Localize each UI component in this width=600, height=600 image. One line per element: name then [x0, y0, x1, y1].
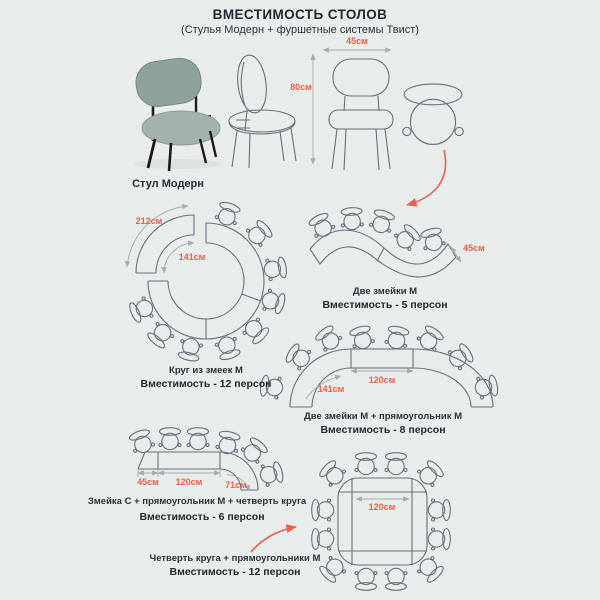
square-layout-drawing [312, 453, 451, 591]
snakes-rect-dim: 120см [368, 375, 396, 385]
chair-top-view [403, 84, 464, 145]
square-dim: 120см [368, 502, 396, 512]
snake-quarter-name: Змейка С + прямоугольник М + четверть круга [87, 496, 307, 507]
snake-quarter-dim3: 71см [225, 480, 247, 490]
chair-top-icons [307, 207, 446, 253]
chair-photo-image [133, 56, 222, 171]
chair-top-icons [312, 453, 451, 591]
curved-arrow-icon [251, 527, 296, 552]
circle-name: Круг из змеек М [169, 365, 243, 376]
snakes-rect-drawing [259, 323, 499, 407]
snakes-rect-arc-dim: 141см [317, 384, 345, 394]
page-title: ВМЕСТИМОСТЬ СТОЛОВ [212, 7, 388, 22]
square-capacity: Вместимость - 12 персон [169, 566, 301, 578]
snakes-rect-capacity: Вместимость - 8 персон [320, 424, 446, 436]
snake-quarter-dim1: 45см [137, 477, 159, 487]
snakes-rect-name: Две змейки М + прямоугольник М [304, 411, 462, 422]
two-snakes-dimension-lines [451, 247, 461, 262]
chair-label: Стул Модерн [132, 178, 204, 190]
chair-height-dim: 80см [290, 82, 312, 92]
two-snakes-name: Две змейки М [352, 286, 418, 297]
curved-arrow-icon [407, 150, 446, 205]
circle-outer-dim: 212см [135, 216, 163, 226]
snake-quarter-capacity: Вместимость - 6 персон [139, 511, 265, 523]
circle-capacity: Вместимость - 12 персон [140, 378, 272, 390]
two-snakes-drawing [307, 207, 456, 277]
chair-width-dim: 45см [346, 36, 368, 46]
page-subtitle: (Стулья Модерн + фуршетные системы Твист) [181, 24, 419, 36]
chair-front-view [329, 59, 393, 170]
snake-quarter-dim2: 120см [175, 477, 203, 487]
two-snakes-capacity: Вместимость - 5 персон [322, 299, 448, 311]
square-name: Четверть круга + прямоугольники М [149, 553, 321, 564]
circle-inner-dim: 141см [178, 252, 206, 262]
chair-side-view [229, 54, 296, 168]
two-snakes-dim: 45см [463, 243, 485, 253]
chair-dimension-lines [313, 50, 391, 164]
